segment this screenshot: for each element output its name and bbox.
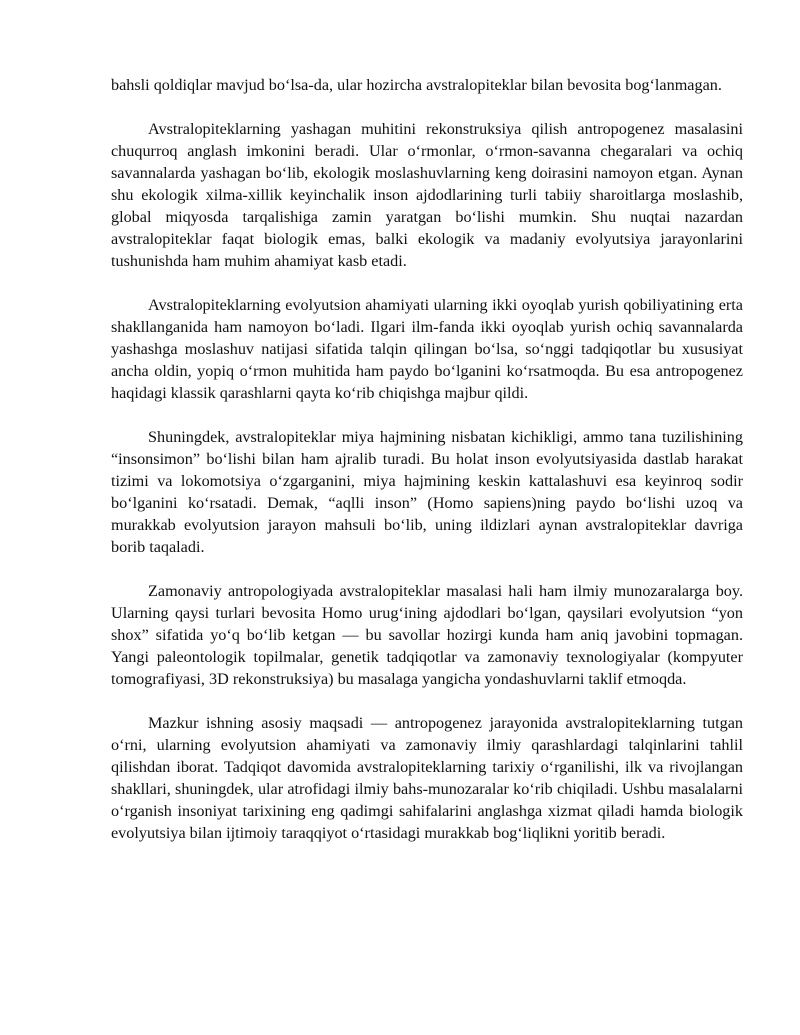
paragraph-brain-size: Shuningdek, avstralopiteklar miya hajmining nisbatan kichikligi, ammo tana tuzilishining “insonsimon” bo‘lishi bilan ham ajralib turadi. Bu holat inson evolyutsiyasida dastlab harakat tizimi va lokomotsiya o‘zgarganini, miya hajmining keskin kattalashuvi esa keyinroq sodir bo‘lganini ko‘rsatadi. Demak, “aqlli inson” (Homo sapiens)ning paydo bo‘lishi uzoq va murakkab evolyutsion jarayon mahsuli bo‘lib, uning ildizlari aynan avstralopiteklar davriga borib taqaladi. (111, 428, 743, 556)
paragraph-research-aim: Mazkur ishning asosiy maqsadi — antropogenez jarayonida avstralopiteklarning tutgan o‘rni, ularning evolyutsion ahamiyati va zamonaviy ilmiy qarashlardagi talqinlarini tahlil qilishdan iborat. Tadqiqot davomida avstralopiteklarning tarixiy o‘rganilishi, ilk va rivojlangan shakllari, shuningdek, ular atrofidagi ilmiy bahs-munozaralar ko‘rib chiqiladi. Ushbu masalalarni o‘rganish insoniyat tarixining eng qadimgi sahifalarini anglashga xizmat qiladi hamda biologik evolyutsiya bilan ijtimoiy taraqqiyot o‘rtasidagi murakkab bog‘liqlikni yoritib beradi. (111, 714, 743, 842)
paragraph-modern-anthropology: Zamonaviy antropologiyada avstralopiteklar masalasi hali ham ilmiy munozaralarga boy. Ularning qaysi turlari bevosita Homo urug‘ining ajdodlari bo‘lgan, qaysilari evolyutsion “yon shox” sifatida yo‘q bo‘lib ketgan — bu savollar hozirgi kunda ham aniq javobini topmagan. Yangi paleontologik topilmalar, genetik tadqiqotlar va zamonaviy texnologiyalar (kompyuter tomografiyasi, 3D rekonstruksiya) bu masalaga yangicha yondashuvlarni taklif etmoqda. (111, 582, 743, 688)
paragraph-bipedalism: Avstralopiteklarning evolyutsion ahamiyati ularning ikki oyoqlab yurish qobiliyatining erta shakllanganida ham namoyon bo‘ladi. Ilgari ilm-fanda ikki oyoqlab yurish ochiq savannalarda yashashga moslashuv natijasi sifatida talqin qilingan bo‘lsa, so‘nggi tadqiqotlar bu xususiyat ancha oldin, yopiq o‘rmon muhitida ham paydo bo‘lganini ko‘rsatmoqda. Bu esa antropogenez haqidagi klassik qarashlarni qayta ko‘rib chiqishga majbur qildi. (111, 296, 743, 402)
paragraph-continuation: bahsli qoldiqlar mavjud bo‘lsa-da, ular hozircha avstralopiteklar bilan bevosita bog‘lanmagan. (111, 76, 722, 94)
document-page (111, 74, 743, 866)
paragraph-habitat-reconstruction: Avstralopiteklarning yashagan muhitini rekonstruksiya qilish antropogenez masalasini chuqurroq anglash imkonini beradi. Ular o‘rmonlar, o‘rmon-savanna chegaralari va ochiq savannalarda yashagan bo‘lib, ekologik moslashuvlarning keng doirasini namoyon etgan. Aynan shu ekologik xilma-xillik keyinchalik inson ajdodlarining turli tabiiy sharoitlarga moslashib, global miqyosda tarqalishiga zamin yaratgan bo‘lishi mumkin. Shu nuqtai nazardan avstralopiteklar faqat biologik emas, balki ekologik va madaniy evolyutsiya jarayonlarini tushunishda ham muhim ahamiyat kasb etadi. (111, 120, 743, 270)
